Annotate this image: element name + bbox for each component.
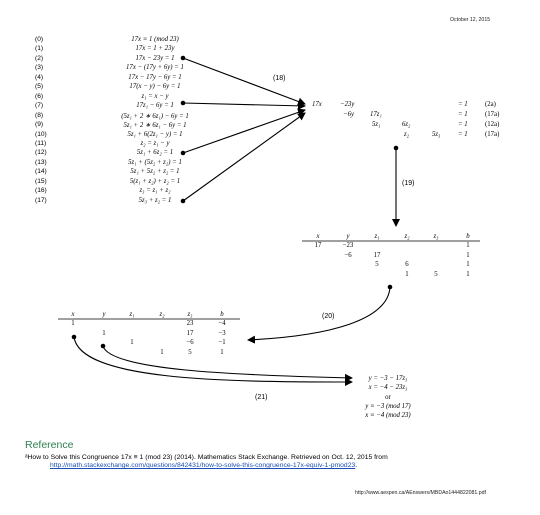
arrow-eq2-to-system bbox=[183, 58, 305, 104]
table-cell: 5 bbox=[434, 270, 438, 278]
step-label-21: (21) bbox=[255, 394, 268, 401]
dot-eq12 bbox=[181, 151, 186, 156]
table-header-cell: b bbox=[466, 233, 470, 240]
equation-text: 17(x − y) − 6y = 1 bbox=[129, 83, 181, 91]
equation-text: 5z₁ + 6z₂ = 1 bbox=[136, 149, 174, 157]
arrow-eq12-to-system bbox=[183, 110, 305, 153]
system-r1-ref: (2a) bbox=[485, 101, 496, 108]
table-cell: 17 bbox=[186, 329, 194, 337]
equation-label: (6) bbox=[35, 92, 44, 100]
equation-label: (9) bbox=[35, 121, 44, 129]
solution-line-3: or bbox=[385, 394, 391, 401]
equation-text: 5z₁ + 5z₂ + z₂ = 1 bbox=[130, 168, 180, 176]
table-cell: 1 bbox=[466, 251, 470, 259]
system-r4-ref: (17a) bbox=[485, 131, 500, 138]
table-cell: 1 bbox=[466, 270, 470, 278]
equation-text: 17z₁ − 6y = 1 bbox=[136, 102, 174, 110]
arrow-y-to-solution bbox=[103, 346, 352, 378]
equation-text: 5z₁ + (5z₂ + z₂) = 1 bbox=[128, 158, 182, 166]
system-r3-ref: (12a) bbox=[485, 121, 500, 128]
equation-label: (11) bbox=[35, 139, 47, 147]
footer-url: http://www.aespen.ca/AEnswers/MBDAo1444822081.pdf bbox=[355, 490, 486, 496]
equation-text: z₁ = x − y bbox=[141, 92, 169, 100]
table-cell: 5 bbox=[188, 348, 192, 356]
equation-text: 17x ≡ 1 (mod 23) bbox=[131, 36, 179, 43]
table-header-cell: z₁ bbox=[129, 311, 135, 318]
equation-text: 17x = 1 + 23y bbox=[135, 45, 175, 53]
equation-text: 5z₃ + z₂ = 1 bbox=[138, 196, 172, 204]
equation-label: (1) bbox=[35, 45, 44, 53]
arrow-eq7-to-system bbox=[183, 103, 305, 106]
system-r1-rhs: = 1 bbox=[458, 101, 468, 108]
step-label-18: (18) bbox=[273, 75, 286, 82]
equation-label: (14) bbox=[35, 168, 47, 176]
table-cell: −6 bbox=[344, 251, 352, 259]
arrow-table1-to-table2 bbox=[248, 287, 390, 340]
table-header-cell: x bbox=[71, 311, 75, 318]
table-cell: 17 bbox=[314, 242, 322, 249]
dot-system bbox=[394, 146, 399, 151]
solution-line-1: y = −3 − 17z₃ bbox=[368, 375, 408, 382]
system-r2-rhs: = 1 bbox=[458, 111, 468, 118]
system-r1-a: 17x bbox=[312, 101, 322, 108]
dot-table2-y bbox=[101, 344, 106, 349]
equation-label: (2) bbox=[35, 54, 44, 62]
equation-text: 5z₁ + 6(2z₁ − y) = 1 bbox=[127, 130, 183, 138]
table-cell: −1 bbox=[218, 339, 226, 346]
equation-text: z₂ = z₁ − y bbox=[140, 139, 170, 147]
dot-table1 bbox=[388, 285, 393, 290]
equation-text: 5z₁ + 2 ∗ 6z₁ − 6y = 1 bbox=[123, 122, 187, 130]
table-header-cell: z₁ bbox=[374, 233, 380, 240]
system-r1-b: −23y bbox=[340, 101, 355, 108]
table-cell: −23 bbox=[342, 242, 354, 249]
system-r3-rhs: = 1 bbox=[458, 121, 468, 128]
reference-heading: Reference bbox=[25, 439, 74, 451]
system-r4-rhs: = 1 bbox=[458, 131, 468, 138]
reference-link-tail: . bbox=[355, 462, 358, 469]
system-r2-ref: (17a) bbox=[485, 111, 500, 118]
table-header-cell: z₃ bbox=[433, 233, 439, 240]
dot-eq17 bbox=[181, 199, 186, 204]
equation-label: (10) bbox=[35, 130, 47, 138]
equation-text: 17x − 17y − 6y = 1 bbox=[128, 73, 182, 81]
table-header-cell: x bbox=[316, 233, 320, 240]
table-cell: −3 bbox=[218, 329, 226, 337]
arrow-eq17-to-system bbox=[183, 113, 305, 201]
table-cell: 1 bbox=[405, 270, 409, 278]
table-cell: 6 bbox=[405, 261, 409, 268]
equation-label: (7) bbox=[35, 102, 44, 110]
table-cell: 23 bbox=[186, 320, 194, 327]
equation-label: (13) bbox=[35, 158, 47, 166]
equation-label: (8) bbox=[35, 111, 44, 119]
table-cell: 17 bbox=[373, 251, 381, 259]
reference-link[interactable]: http://math.stackexchange.com/questions/842431/how-to-solve-this-congruence-17x-equiv-1-pmod23 bbox=[50, 462, 356, 469]
table-cell: 1 bbox=[466, 261, 470, 268]
equation-label: (15) bbox=[35, 177, 47, 185]
system-r2-b: 17z₁ bbox=[370, 111, 382, 118]
equation-text: 17x − 23y = 1 bbox=[135, 54, 175, 62]
table-header-cell: y bbox=[346, 233, 350, 240]
table-cell: 1 bbox=[102, 329, 106, 337]
table-header-cell: b bbox=[220, 311, 224, 318]
equation-label: (0) bbox=[35, 36, 44, 43]
equation-label: (12) bbox=[35, 149, 47, 157]
system-r3-b: 6z₂ bbox=[402, 121, 411, 128]
table-header-cell: y bbox=[102, 311, 106, 318]
system-r4-b: 5z₃ bbox=[432, 131, 441, 138]
equation-text: (5z₁ + 2 ∗ 6z₁) − 6y = 1 bbox=[121, 112, 189, 120]
table-header-cell: z₂ bbox=[404, 233, 410, 240]
dot-eq2 bbox=[181, 56, 186, 61]
system-r4-a: z₂ bbox=[404, 131, 410, 138]
solution-line-2: x = −4 − 23z₃ bbox=[368, 384, 408, 391]
table-header-cell: z₃ bbox=[187, 311, 193, 318]
equation-text: 5(z₁ + z₂) + z₂ = 1 bbox=[129, 177, 181, 185]
dot-eq7 bbox=[181, 101, 186, 106]
dot-table2-x bbox=[72, 335, 77, 340]
step-label-20: (20) bbox=[322, 313, 335, 320]
equation-label: (4) bbox=[35, 73, 44, 81]
equation-text: 17x − (17y + 6y) = 1 bbox=[126, 64, 184, 72]
system-r2-a: −6y bbox=[343, 111, 355, 118]
equation-label: (16) bbox=[35, 187, 47, 195]
document-date: October 12, 2015 bbox=[450, 17, 491, 23]
solution-line-4: y ≡ −3 (mod 17) bbox=[365, 403, 411, 410]
equation-label: (5) bbox=[35, 83, 44, 91]
table-cell: 1 bbox=[130, 339, 134, 346]
solution-line-5: x ≡ −4 (mod 23) bbox=[365, 412, 411, 419]
system-r3-a: 5z₁ bbox=[372, 121, 381, 128]
table-cell: −4 bbox=[218, 320, 226, 327]
equation-label: (17) bbox=[35, 196, 47, 204]
table-cell: 1 bbox=[71, 320, 75, 327]
equation-label: (3) bbox=[35, 64, 44, 72]
table-cell: 1 bbox=[220, 348, 224, 356]
table-cell: 1 bbox=[160, 348, 164, 356]
table-cell: 1 bbox=[466, 242, 470, 249]
table-cell: −6 bbox=[186, 339, 194, 346]
arrow-x-to-solution bbox=[74, 337, 352, 382]
reference-citation: ᵃHow to Solve this Congruence 17x ≡ 1 (mod 23) (2014). Mathematics Stack Exchange. Retrieved on Oct. 12, 2015 from bbox=[25, 454, 388, 461]
table-cell: 5 bbox=[375, 261, 379, 268]
step-label-19: (19) bbox=[402, 180, 415, 187]
table-header-cell: z₂ bbox=[159, 311, 165, 318]
equation-text: z₃ = z₁ + z₂ bbox=[139, 187, 171, 195]
